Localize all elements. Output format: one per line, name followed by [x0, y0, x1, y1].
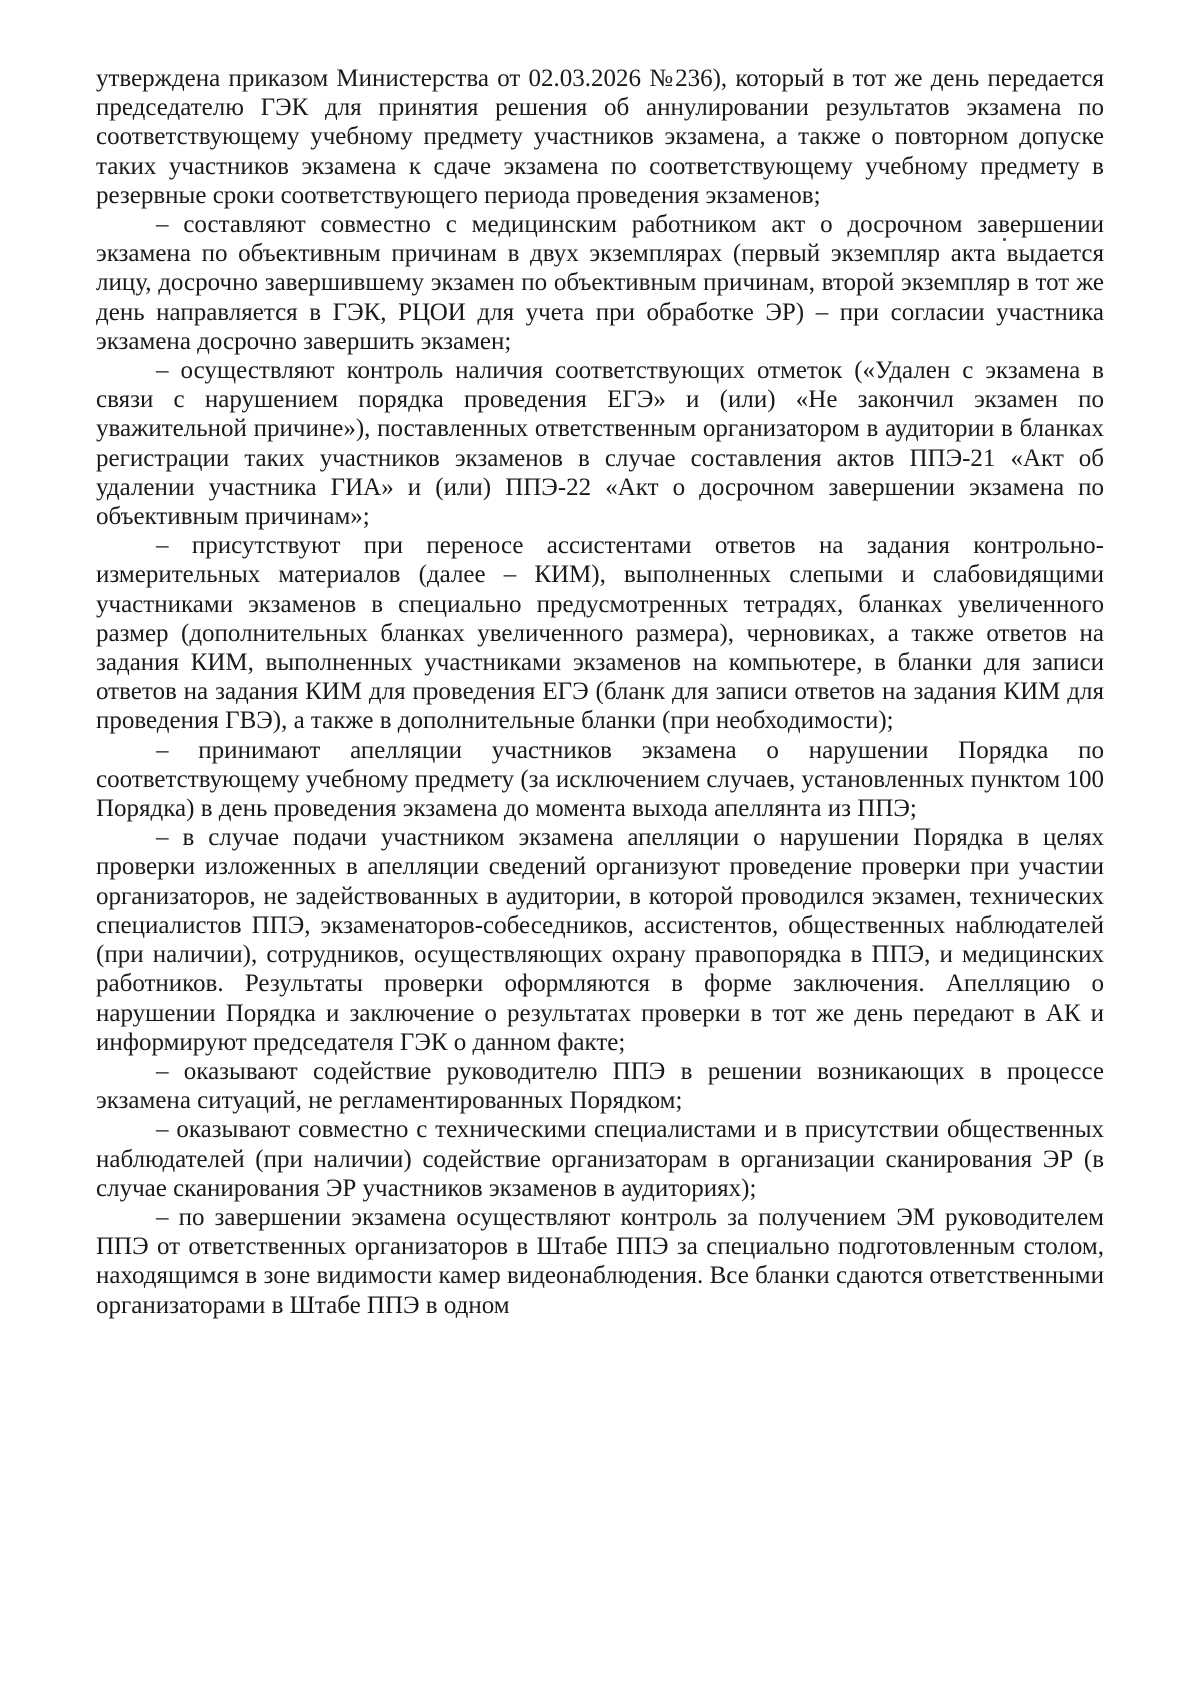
- paragraph-appeal-verification: – в случае подачи участником экзамена апелляции о нарушении Порядка в целях проверки изложенных в апелляции сведений организуют проведение проверки при участии организаторов, не задействованных в аудитории, в которой проводился экзамен, технических специалистов ППЭ, экзаменаторов-собеседников, ассистентов, общественных наблюдателей (при наличии), сотрудников, осуществляющих охрану правопорядка в ППЭ, и медицинских работников. Результаты проверки оформляются в форме заключения. Апелляцию о нарушении Порядка и заключение о результатах проверки в тот же день передают в АК и информируют председателя ГЭК о данном факте;: [96, 824, 1104, 1056]
- paragraph-marks-control: – осуществляют контроль наличия соответствующих отметок («Удален с экзамена в связи с нарушением порядка проведения ЕГЭ» и (или) «Не закончил экзамен по уважительной причине»), поставленных ответственным организатором в аудитории в бланках регистрации таких участников экзаменов в случае составления актов ППЭ-21 «Акт об удалении участника ГИА» и (или) ППЭ-22 «Акт о досрочном завершении экзамена по объективным причинам»;: [96, 357, 1104, 531]
- paragraph-assistants-transfer: – присутствуют при переносе ассистентами ответов на задания контрольно-измерительных материалов (далее – КИМ), выполненных слепыми и слабовидящими участниками экзаменов в специально предусмотренных тетрадях, бланках увеличенного размер (дополнительных бланках увеличенного размера), черновиках, а также ответов на задания КИМ, выполненных участниками экзаменов на компьютере, в бланки для записи ответов на задания КИМ для проведения ЕГЭ (бланк для записи ответов на задания КИМ для проведения ГВЭ), а также в дополнительные бланки (при необходимости);: [96, 532, 1104, 735]
- paragraph-materials-handover: – по завершении экзамена осуществляют контроль за получением ЭМ руководителем ППЭ от ответственных организаторов в Штабе ППЭ за специально подготовленным столом, находящимся в зоне видимости камер видеонаблюдения. Все бланки сдаются ответственными организаторами в Штабе ППЭ в одном: [96, 1203, 1104, 1319]
- paragraph-accept-appeals: – принимают апелляции участников экзамена о нарушении Порядка по соответствующему учебному предмету (за исключением случаев, установленных пунктом 100 Порядка) в день проведения экзамена до момента выхода апеллянта из ППЭ;: [96, 736, 1104, 823]
- paragraph-early-completion-act: – составляют совместно с медицинским работником акт о досрочном завершении экзамена по объективным причинам в двух экземплярах (первый экземпляр акта выдается лицу, досрочно завершившему экзамен по объективным причинам, второй экземпляр в тот же день направляется в ГЭК, РЦОИ для учета при обработке ЭР) – при согласии участника экзамена досрочно завершить экзамен;: [96, 211, 1104, 355]
- paragraph-assist-head: – оказывают содействие руководителю ППЭ в решении возникающих в процессе экзамена ситуаций, не регламентированных Порядком;: [96, 1057, 1104, 1115]
- document-body: [96, 64, 1104, 1320]
- paragraph-continuation: утверждена приказом Министерства от 02.03.2026 №236), который в тот же день передается председателю ГЭК для принятия решения об аннулировании результатов экзамена по соответствующему учебному предмету участников экзамена, а также о повторном допуске таких участников экзамена к сдаче экзамена по соответствующему учебному предмету в резервные сроки соответствующего периода проведения экзаменов;: [96, 65, 1104, 209]
- paragraph-scanning-assistance: – оказывают совместно с техническими специалистами и в присутствии общественных наблюдателей (при наличии) содействие организаторам в организации сканирования ЭР (в случае сканирования ЭР участников экзаменов в аудиториях);: [96, 1116, 1104, 1202]
